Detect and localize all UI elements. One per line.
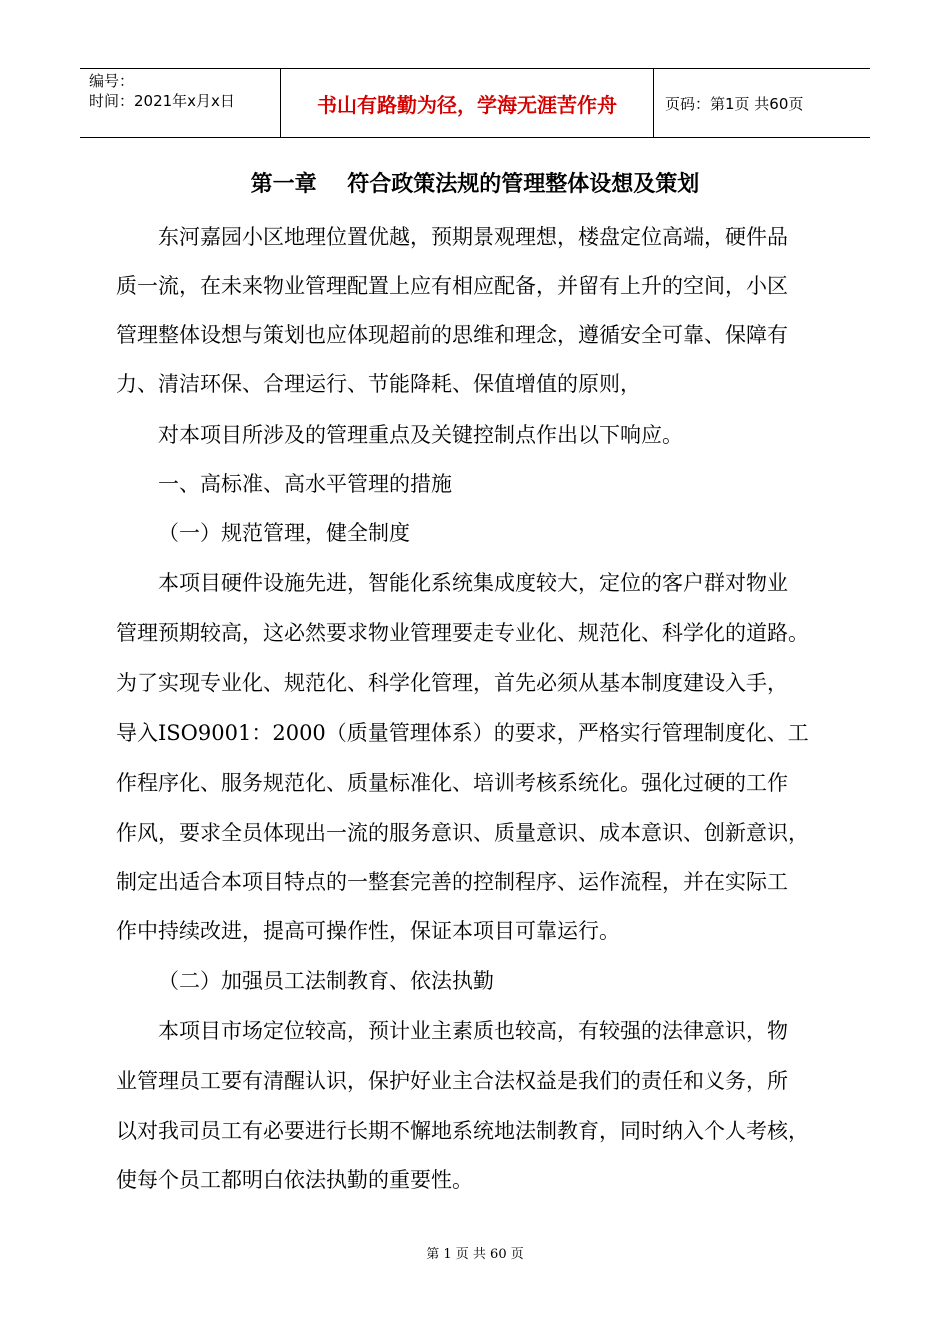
header-meta bbox=[80, 69, 281, 137]
body-line: 质一流，在未来物业管理配置上应有相应配备，并留有上升的空间，小区 bbox=[116, 274, 788, 298]
body-line: 作风，要求全员体现出一流的服务意识、质量意识、成本意识、创新意识， bbox=[116, 821, 809, 845]
body-line: 管理预期较高，这必然要求物业管理要走专业化、规范化、科学化的道路。 bbox=[116, 621, 809, 645]
body-line: 业管理员工要有清醒认识，保护好业主合法权益是我们的责任和义务，所 bbox=[116, 1069, 788, 1093]
section-heading: 一、高标准、高水平管理的措施 bbox=[158, 472, 452, 496]
body-line: 管理整体设想与策划也应体现超前的思维和理念，遵循安全可靠、保障有 bbox=[116, 323, 788, 347]
body-line: 作中持续改进，提高可操作性，保证本项目可靠运行。 bbox=[116, 919, 620, 943]
body-line: 对本项目所涉及的管理重点及关键控制点作出以下响应。 bbox=[158, 423, 683, 447]
body-line: 制定出适合本项目特点的一整套完善的控制程序、运作流程，并在实际工 bbox=[116, 870, 788, 894]
body-line: 作程序化、服务规范化、质量标准化、培训考核系统化。强化过硬的工作 bbox=[116, 771, 788, 795]
chapter-title: 第一章 符合政策法规的管理整体设想及策划 bbox=[250, 172, 700, 197]
header-number-label: 编号： bbox=[89, 72, 135, 90]
subsection-heading: （一）规范管理，健全制度 bbox=[158, 521, 410, 545]
body-line: 导入ISO9001：2000（质量管理体系）的要求，严格实行管理制度化、工 bbox=[116, 721, 809, 745]
body-line: 以对我司员工有必要进行长期不懈地系统地法制教育，同时纳入个人考核， bbox=[116, 1119, 809, 1143]
header-date-label: 时间：2021年x月x日 bbox=[89, 92, 235, 110]
page-footer bbox=[0, 1246, 950, 1264]
header-page-info bbox=[654, 69, 870, 137]
subsection-heading: （二）加强员工法制教育、依法执勤 bbox=[158, 969, 494, 993]
body-line: 本项目硬件设施先进，智能化系统集成度较大，定位的客户群对物业 bbox=[158, 571, 788, 595]
body-line: 本项目市场定位较高，预计业主素质也较高，有较强的法律意识，物 bbox=[158, 1019, 788, 1043]
body-line: 东河嘉园小区地理位置优越，预期景观理想，楼盘定位高端，硬件品 bbox=[158, 225, 788, 249]
footer-page-number: 第 1 页 共 60 页 bbox=[426, 1247, 524, 1262]
body-line: 使每个员工都明白依法执勤的重要性。 bbox=[116, 1168, 473, 1192]
header-motto bbox=[281, 69, 654, 137]
header-motto-text: 书山有路勤为径，学海无涯苦作舟 bbox=[317, 92, 617, 117]
body-line: 为了实现专业化、规范化、科学化管理，首先必须从基本制度建设入手， bbox=[116, 671, 788, 695]
header-page-info-text: 页码：第1页 共60页 bbox=[665, 94, 804, 113]
document-header bbox=[80, 68, 870, 138]
body-line: 力、清洁环保、合理运行、节能降耗、保值增值的原则， bbox=[116, 372, 641, 396]
